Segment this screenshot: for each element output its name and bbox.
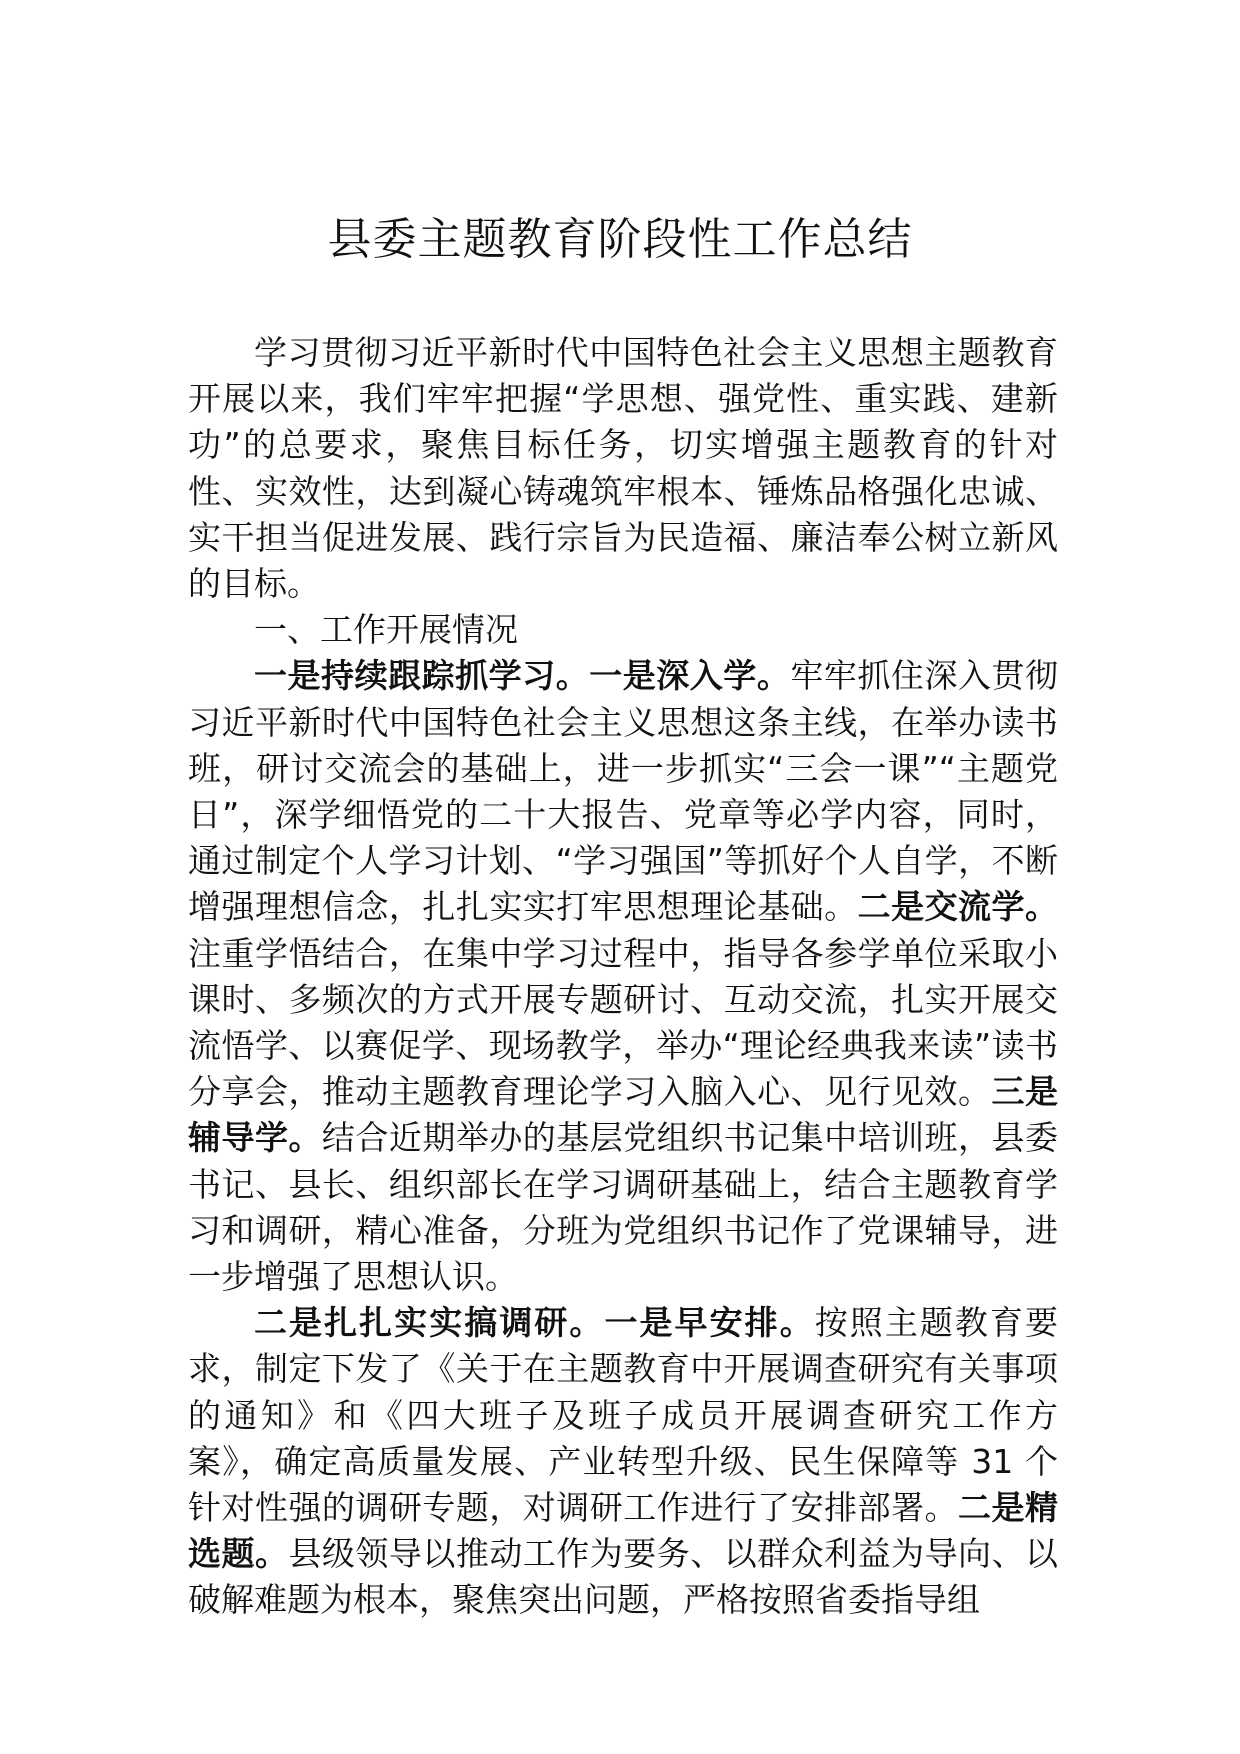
intro-paragraph: 学习贯彻习近平新时代中国特色社会主义思想主题教育开展以来，我们牢牢把握“学思想、强党性、重实践、建新功”的总要求，聚焦目标任务，切实增强主题教育的针对性、实效性，达到凝心铸魂筑牢根本、锤炼品格强化忠诚、实干担当促进发展、践行宗旨为民造福、廉洁奉公树立新风的目标。 — [188, 333, 1058, 604]
document-title: 县委主题教育阶段性工作总结 — [327, 214, 913, 265]
paragraph-lead: 二是扎扎实实搞调研。 — [254, 1303, 605, 1343]
paragraph-lead: 一是持续跟踪抓学习。 — [254, 656, 590, 696]
paragraph-text: 结合近期举办的基层党组织书记集中培训班，县委书记、县长、组织部长在学习调研基础上，结合主题教育学习和调研，精心准备，分班为党组织书记作了党课辅导，进一步增强了思想认识。 — [188, 1118, 1059, 1297]
paragraph-text: 牢牢抓住深入贯彻习近平新时代中国特色社会主义思想这条主线，在举办读书班，研讨交流会的基础上，进一步抓实“三会一课”“主题党日”，深学细悟党的二十大报告、党章等必学内容，同时，通过制定个人学习计划、“学习强国”等抓好个人自学，不断增强理想信念，扎扎实实打牢思想理论基础。 — [188, 656, 1059, 927]
document-body — [188, 330, 1058, 1624]
subpoint-label: 二是交流学。 — [857, 887, 1059, 927]
paragraph-text: 按照主题教育要求，制定下发了《关于在主题教育中开展调查研究有关事项的通知》和《四大班子及班子成员开展调查研究工作方案》，确定高质量发展、产业转型升级、民生保障等 31 个针对性强的调研专题，对调研工作进行了安排部署。 — [188, 1303, 1059, 1528]
subpoint-label: 一是深入学。 — [589, 656, 791, 696]
section-heading: 一、工作开展情况 — [254, 610, 518, 650]
paragraph-text: 县级领导以推动工作为要务、以群众利益为导向、以破解难题为根本，聚焦突出问题，严格按照省委指导组 — [188, 1534, 1059, 1620]
paragraph-research — [188, 1300, 1058, 1623]
paragraph-study — [188, 653, 1058, 1300]
subpoint-label: 三是辅导学。 — [188, 1072, 1059, 1158]
subpoint-label: 二是精选题。 — [188, 1488, 1059, 1574]
subpoint-label: 一是早安排。 — [604, 1303, 815, 1343]
paragraph-text: 注重学悟结合，在集中学习过程中，指导各参学单位采取小课时、多频次的方式开展专题研讨、互动交流，扎实开展交流悟学、以赛促学、现场教学，举办“理论经典我来读”读书分享会，推动主题教育理论学习入脑入心、见行见效。 — [188, 933, 1058, 1112]
